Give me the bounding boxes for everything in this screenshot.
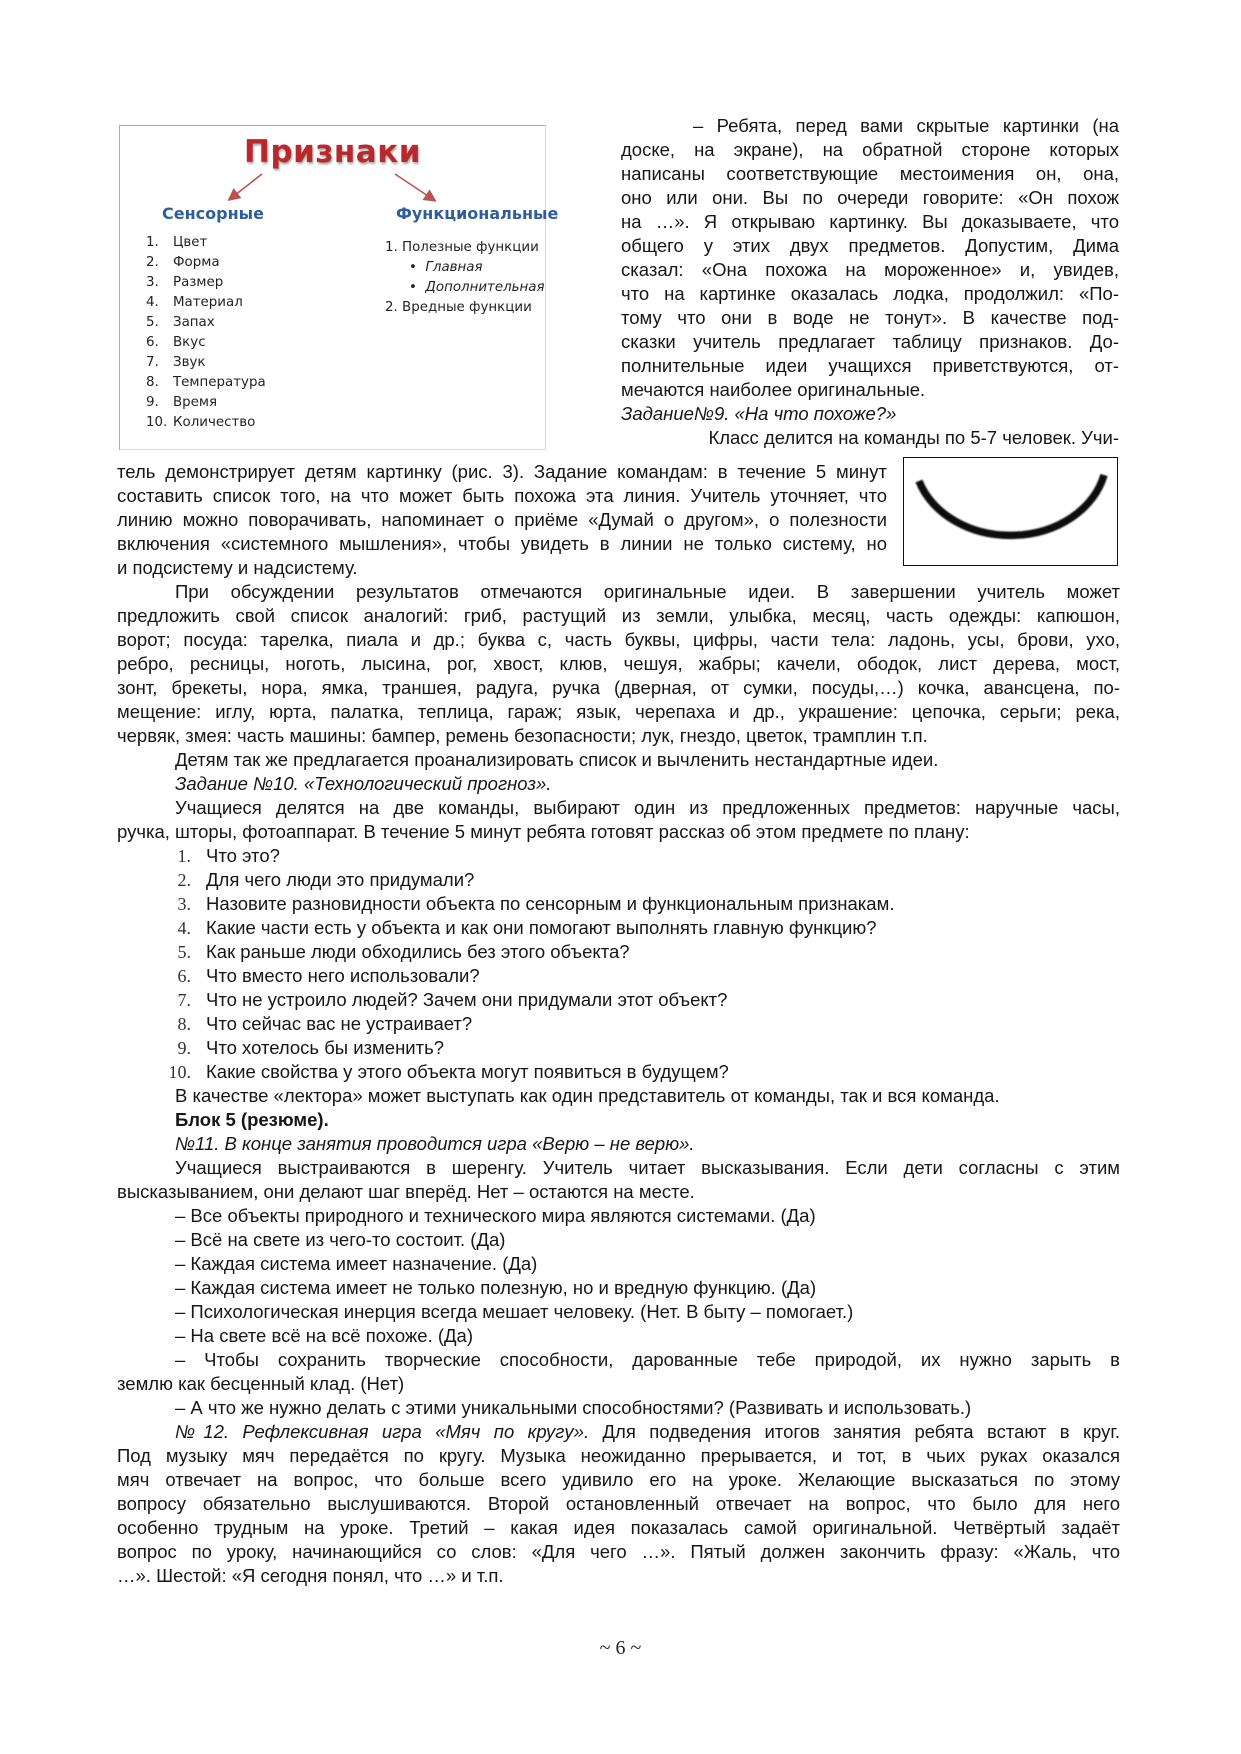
- plan-item-text: Для чего люди это придумали?: [206, 869, 475, 890]
- sensory-item: [146, 253, 266, 273]
- item-number: 9.: [146, 395, 159, 410]
- plan-item-number: 8.: [177, 1014, 191, 1034]
- item-label: Температура: [173, 375, 266, 390]
- analogies-paragraph: [117, 580, 1120, 748]
- plan-item-text: Назовите разновидности объекта по сенсорным и функциональным признакам.: [206, 893, 895, 914]
- sensory-item: [146, 413, 266, 433]
- intro-paragraph: [621, 114, 1119, 450]
- task9-line: включения «системного мышления», чтобы увидеть в линии не только систему, но: [117, 533, 887, 554]
- intro-line: общего у этих двух предметов. Допустим, Дима: [621, 235, 1119, 256]
- item-label: Размер: [173, 275, 224, 290]
- task9-first-line: Класс делится на команды по 5-7 человек. Учи-: [708, 427, 1119, 448]
- sensory-item: [146, 313, 266, 333]
- sensory-item: [146, 373, 266, 393]
- statement-item: – Всё на свете из чего-то состоит. (Да): [175, 1229, 506, 1250]
- plan-item-number: 5.: [177, 942, 191, 962]
- task12-first-line: [117, 1420, 1120, 1444]
- curve-figure: [903, 457, 1118, 566]
- functional-heading: Функциональные: [396, 204, 559, 223]
- plan-item: [117, 988, 1120, 1012]
- statement-last: – А что же нужно делать с этими уникальными способностями? (Развивать и использовать.): [175, 1397, 972, 1418]
- task12-line: Под музыку мяч передаётся по кругу. Музыка неожиданно прерывается, и тот, в чьих руках оказался: [117, 1445, 1120, 1466]
- bullet-icon: •: [409, 260, 417, 275]
- task12-paragraph: [117, 1420, 1120, 1588]
- arrow-left: [230, 174, 262, 199]
- plan-item-number: 6.: [177, 966, 191, 986]
- intro-line: написаны соответствующие местоимения он, она,: [621, 163, 1119, 184]
- item-label: Материал: [173, 295, 243, 310]
- item-number: 1.: [146, 235, 159, 250]
- task12-line: особенно трудным на уроке. Третий – какая идея показалась самой оригинальной. Четвёртый задаёт: [117, 1517, 1120, 1538]
- lector-line: В качестве «лектора» может выступать как один представитель от команды, так и вся команда.: [175, 1085, 1000, 1106]
- plan-item: [117, 916, 1120, 940]
- task10-line: Учащиеся делятся на две команды, выбирают один из предложенных предметов: наручные часы,: [175, 797, 1120, 818]
- sensory-item: [146, 233, 266, 253]
- plan-item: [117, 868, 1120, 892]
- task11-line: высказыванием, они делают шаг вперёд. Нет – остаются на месте.: [117, 1181, 695, 1202]
- plan-item: [117, 940, 1120, 964]
- analogies-line: При обсуждении результатов отмечаются оригинальные идеи. В завершении учитель может: [175, 581, 1120, 602]
- task11-title: №11. В конце занятия проводится игра «Верю – не верю».: [175, 1133, 695, 1154]
- analogies-line: ребро, ресницы, ноготь, лысина, рог, хвост, клюв, чешуя, жабры; качели, ободок, лист дерева, мост,: [117, 653, 1120, 674]
- plan-item: [117, 1060, 1120, 1084]
- intro-line: сказал: «Она похожа на мороженное» и, увидев,: [621, 259, 1119, 280]
- functional-subitem: [385, 258, 545, 278]
- item-number: 4.: [146, 295, 159, 310]
- sensory-list: [146, 233, 266, 433]
- arc-line-graphic: [904, 458, 1117, 565]
- item-number: 6.: [146, 335, 159, 350]
- statement-item: – Каждая система имеет назначение. (Да): [175, 1253, 538, 1274]
- intro-line: что на картинке оказалась лодка, продолжил: «По-: [621, 283, 1119, 304]
- plan-item-number: 2.: [177, 870, 191, 890]
- task12-line: вопрос по уроку, начинающийся со слов: «Для чего …». Пятый должен закончить фразу: «Жаль, что: [117, 1541, 1120, 1562]
- task12-line: …». Шестой: «Я сегодня понял, что …» и т.п.: [117, 1565, 504, 1586]
- analogies-line: зонт, брекеты, нора, ямка, траншея, радуга, ручка (дверная, от сумки, посуды,…) кочка, авансцена, по-: [117, 677, 1120, 698]
- task12-line: вопросу обязательно выслушиваются. Второй остановленный отвечает на вопрос, что было для него: [117, 1493, 1120, 1514]
- intro-line: полнительные идеи учащихся приветствуются, от-: [621, 355, 1119, 376]
- block5-title: Блок 5 (резюме).: [175, 1109, 329, 1130]
- figure-title: Признаки: [244, 134, 421, 170]
- statement-long-line: – Чтобы сохранить творческие способности, дарованные тебе природой, их нужно зарыть в: [175, 1349, 1120, 1370]
- task9-line: тель демонстрирует детям картинку (рис. 3). Задание командам: в течение 5 минут: [117, 461, 887, 482]
- item-label: Форма: [173, 255, 220, 270]
- plan-item-number: 1.: [177, 846, 191, 866]
- task11-line: Учащиеся выстраиваются в шеренгу. Учитель читает высказывания. Если дети согласны с этим: [175, 1157, 1120, 1178]
- task10-line: ручка, шторы, фотоаппарат. В течение 5 минут ребята готовят рассказ об этом предмете по плану:: [117, 821, 970, 842]
- item-label: Количество: [173, 415, 256, 430]
- subitem-label: Дополнительная: [425, 280, 545, 295]
- task9-line: и подсистему и надсистему.: [117, 557, 358, 578]
- page-number: ~ 6 ~: [599, 1637, 642, 1659]
- item-label: Время: [173, 395, 218, 410]
- intro-line: мечаются наиболее оригинальные.: [621, 379, 926, 400]
- plan-item-number: 4.: [177, 918, 191, 938]
- task10-paragraph: [117, 796, 1120, 844]
- statement-item: – Каждая система имеет не только полезную, но и вредную функцию. (Да): [175, 1277, 817, 1298]
- task12-line: мяч отвечает на вопрос, что больше всего удивило его на уроке. Желающие высказаться по этому: [117, 1469, 1120, 1490]
- statement-item: – На свете всё на всё похоже. (Да): [175, 1325, 474, 1346]
- plan-item-number: 10.: [168, 1062, 191, 1082]
- item-number: 8.: [146, 375, 159, 390]
- plan-item-text: Что не устроило людей? Зачем они придумали этот объект?: [206, 989, 728, 1010]
- plan-item-text: Что вместо него использовали?: [206, 965, 480, 986]
- plan-item: [117, 1036, 1120, 1060]
- item-number: 10.: [146, 415, 168, 430]
- task12-first-rest: Для подведения итогов занятия ребята встают в круг.: [589, 1421, 1120, 1442]
- functional-item: 2. Вредные функции: [385, 300, 532, 315]
- plan-item-text: Что сейчас вас не устраивает?: [206, 1013, 473, 1034]
- plan-item-text: Какие части есть у объекта и как они помогают выполнять главную функцию?: [206, 917, 877, 938]
- analogies-line: ворот; посуда: тарелка, пиала и др.; буква с, часть буквы, цифры, части тела: ладонь, усы, брови, ухо,: [117, 629, 1120, 650]
- task9-description: [117, 460, 887, 580]
- item-label: Запах: [173, 315, 215, 330]
- plan-item: [117, 1012, 1120, 1036]
- plan-item-text: Как раньше люди обходились без этого объекта?: [206, 941, 630, 962]
- intro-line: доске, на экране), на обратной стороне которых: [621, 139, 1119, 160]
- item-number: 5.: [146, 315, 159, 330]
- plan-item-number: 9.: [177, 1038, 191, 1058]
- functional-list: [385, 238, 545, 318]
- arrow-right: [395, 174, 434, 200]
- task9-title: Задание№9. «На что похоже?»: [621, 403, 897, 424]
- functional-item: 1. Полезные функции: [385, 240, 539, 255]
- analogies-line: мещение: иглу, юрта, палатка, теплица, гараж; язык, черепаха и др., украшение: цепочка, серьги; река,: [117, 701, 1120, 722]
- sensory-item: [146, 333, 266, 353]
- intro-line: тому что они в воде не тонут». В качестве под-: [621, 307, 1119, 328]
- item-label: Цвет: [173, 235, 208, 250]
- plan-item-text: Что это?: [206, 845, 280, 866]
- item-label: Вкус: [173, 335, 206, 350]
- task10-title: Задание №10. «Технологический прогноз».: [175, 773, 552, 794]
- statement-long-line: землю как бесценный клад. (Нет): [117, 1373, 405, 1394]
- subitem-label: Главная: [425, 260, 483, 275]
- sensory-heading: Сенсорные: [162, 204, 264, 223]
- item-number: 7.: [146, 355, 159, 370]
- sensory-item: [146, 393, 266, 413]
- task9-line: линию можно поворачивать, напоминает о приёме «Думай о другом», о полезности: [117, 509, 887, 530]
- statement-long: [117, 1348, 1120, 1396]
- statement-item: – Все объекты природного и технического мира являются системами. (Да): [175, 1205, 816, 1226]
- sensory-item: [146, 353, 266, 373]
- intro-line: на …». Я открываю картинку. Вы доказываете, что: [621, 211, 1119, 232]
- item-number: 3.: [146, 275, 159, 290]
- intro-line: сказки учитель предлагает таблицу признаков. До-: [621, 331, 1119, 352]
- statement-item: – Психологическая инерция всегда мешает человеку. (Нет. В быту – помогает.): [175, 1301, 854, 1322]
- plan-item-text: Какие свойства у этого объекта могут появиться в будущем?: [206, 1061, 729, 1082]
- item-number: 2.: [146, 255, 159, 270]
- analogies-line: предложить свой список аналогий: гриб, растущий из земли, улыбка, месяц, часть одежды: капюшон,: [117, 605, 1120, 626]
- analyze-line: Детям так же предлагается проанализировать список и вычленить нестандартные идеи.: [175, 749, 939, 770]
- intro-line: – Ребята, перед вами скрытые картинки (на: [693, 115, 1119, 136]
- task12-title: №12. Рефлексивная игра «Мяч по кругу».: [175, 1421, 590, 1442]
- statements-list: [117, 1204, 1120, 1348]
- plan-item-text: Что хотелось бы изменить?: [206, 1037, 445, 1058]
- plan-item: [117, 892, 1120, 916]
- task9-line: составить список того, на что может быть похожа эта линия. Учитель уточняет, что: [117, 485, 887, 506]
- plan-list: [117, 844, 1120, 1084]
- intro-line: оно или они. Вы по очереди говорите: «Он похож: [621, 187, 1119, 208]
- sensory-item: [146, 273, 266, 293]
- signs-figure: [119, 125, 559, 450]
- plan-item-number: 3.: [177, 894, 191, 914]
- plan-item: [117, 844, 1120, 868]
- sensory-item: [146, 293, 266, 313]
- plan-item: [117, 964, 1120, 988]
- functional-subitem: [385, 278, 545, 298]
- item-label: Звук: [173, 355, 206, 370]
- plan-item-number: 7.: [177, 990, 191, 1010]
- bullet-icon: •: [409, 280, 417, 295]
- task11-paragraph: [117, 1156, 1120, 1204]
- analogies-line: червяк, змея: часть машины: бампер, ремень безопасности; лук, гнездо, цветок, трамплин т.п.: [117, 725, 928, 746]
